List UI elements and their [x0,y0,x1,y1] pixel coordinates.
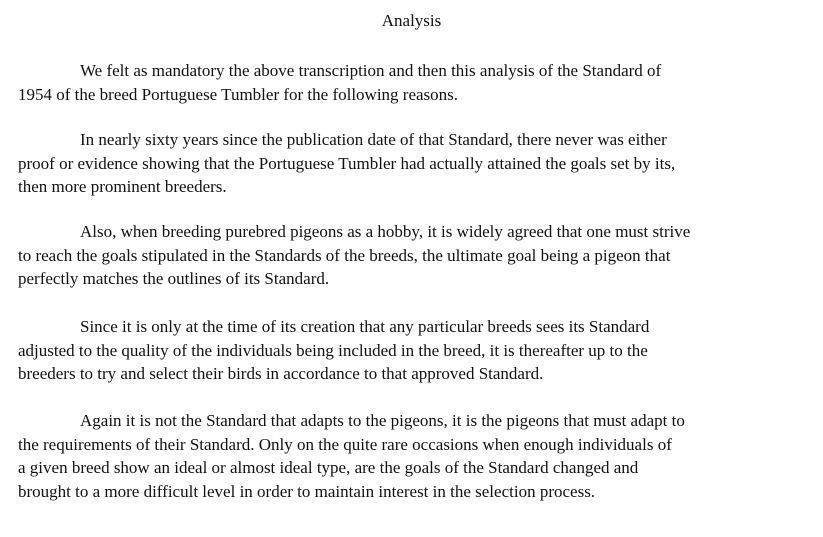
paragraph-line: adjusted to the quality of the individuals being included in the breed, it is thereafter up to the [18,340,648,360]
paragraph-line: the requirements of their Standard. Only on the quite rare occasions when enough individuals of [18,434,672,454]
paragraph-4 [18,315,818,386]
paragraph-line: breeders to try and select their birds in accordance to that approved Standard. [18,364,544,383]
paragraph-line: perfectly matches the outlines of its Standard. [18,269,330,288]
paragraph-line: We felt as mandatory the above transcription and then this analysis of the Standard of [80,61,662,80]
paragraph-line: a given breed show an ideal or almost ideal type, are the goals of the Standard changed and [18,458,639,477]
paragraph-line: then more prominent breeders. [18,177,227,196]
paragraph-1 [18,59,818,106]
paragraph-5 [18,409,818,503]
paragraph-3 [18,220,818,291]
document-title: Analysis [381,11,442,30]
paragraph-line: Also, when breeding purebred pigeons as a hobby, it is widely agreed that one must strive [80,222,691,241]
paragraph-line: proof or evidence showing that the Portuguese Tumbler had actually attained the goals set by its, [18,153,676,173]
paragraph-line: 1954 of the breed Portuguese Tumbler for the following reasons. [18,84,459,104]
paragraph-line: Since it is only at the time of its creation that any particular breeds sees its Standard [80,317,650,336]
paragraph-line: Again it is not the Standard that adapts to the pigeons, it is the pigeons that must adapt to [80,411,685,430]
paragraph-line: to reach the goals stipulated in the Standards of the breeds, the ultimate goal being a pigeon that [18,245,671,265]
paragraph-line: In nearly sixty years since the publication date of that Standard, there never was either [80,130,667,149]
paragraph-line: brought to a more difficult level in order to maintain interest in the selection process. [18,481,596,501]
paragraph-2 [18,128,818,199]
